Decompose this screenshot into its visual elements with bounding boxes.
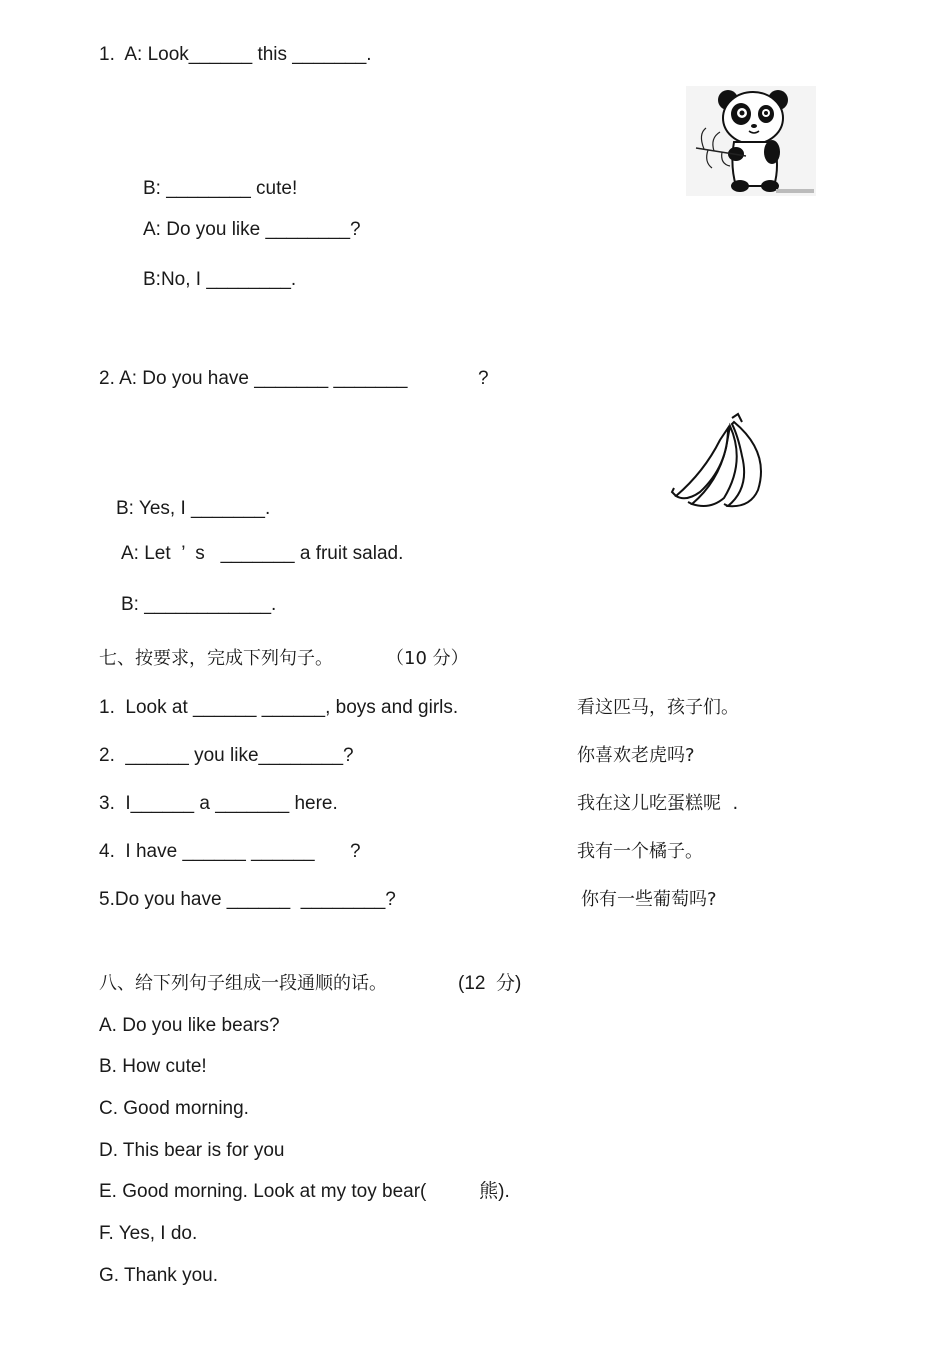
panda-picture [686, 86, 816, 196]
s7-item-4-mark: ? [350, 841, 361, 862]
section7-title: 七、按要求，完成下列句子。 [99, 648, 333, 669]
s8-sentence-b: B. How cute! [99, 1056, 207, 1077]
q2-question-mark: ? [478, 368, 489, 389]
s7-item-5-en: 5.Do you have ______ ________? [99, 889, 396, 910]
q1-line-a: 1. A: Look______ this _______. [99, 44, 372, 65]
s8-sentence-f: F. Yes, I do. [99, 1223, 198, 1244]
s7-item-1-cn: 看这匹马，孩子们。 [577, 697, 739, 718]
q1-line-c: A: Do you like ________? [143, 219, 361, 240]
s7-item-1-en: 1. Look at ______ ______, boys and girls. [99, 697, 459, 718]
s7-item-4-en: 4. I have ______ ______ [99, 841, 315, 862]
s8-sentence-c: C. Good morning. [99, 1098, 249, 1119]
s7-item-3-en: 3. I______ a _______ here. [99, 793, 338, 814]
q2-line-b: B: Yes, I _______. [116, 498, 271, 519]
bananas-picture [670, 412, 774, 512]
s7-item-4-cn: 我有一个橘子。 [577, 841, 703, 862]
s7-item-2-cn: 你喜欢老虎吗? [577, 745, 695, 766]
section7-score: （10 分） [386, 648, 469, 669]
q1-line-b: B: ________ cute! [143, 178, 298, 199]
q2-line-d: B: ____________. [121, 594, 277, 615]
q2-line-c: A: Let ’ s _______ a fruit salad. [121, 543, 404, 564]
bananas-icon [670, 412, 774, 512]
section8-score: (12 分) [458, 973, 522, 994]
s8-sentence-a: A. Do you like bears? [99, 1015, 280, 1036]
s7-item-3-cn: 我在这儿吃蛋糕呢 . [577, 793, 739, 814]
section8-title: 八、给下列句子组成一段通顺的话。 [99, 973, 387, 994]
s8-sentence-d: D. This bear is for you [99, 1140, 285, 1161]
s7-item-2-en: 2. ______ you like________? [99, 745, 354, 766]
q2-line-a: 2. A: Do you have _______ _______ [99, 368, 408, 389]
s7-item-5-cn: 你有一些葡萄吗? [581, 889, 717, 910]
q1-line-d: B:No, I ________. [143, 269, 297, 290]
s8-sentence-g: G. Thank you. [99, 1265, 218, 1286]
s8-sentence-e: E. Good morning. Look at my toy bear( 熊). [99, 1181, 510, 1202]
panda-icon [686, 86, 816, 196]
